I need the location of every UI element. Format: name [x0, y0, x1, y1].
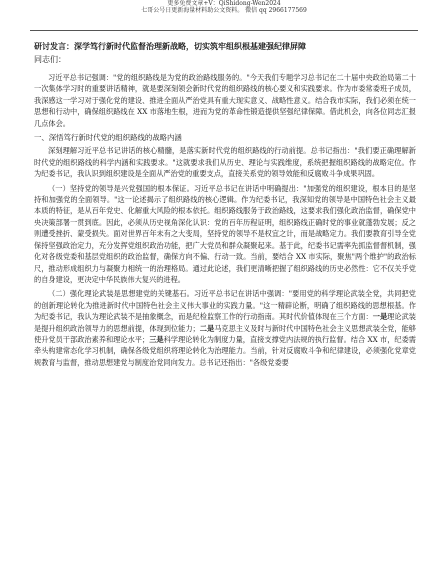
point-3-text: 科学理论转化为制度力量，直接支撑党内法规的执行监督。结合 XX 市，纪委需牵头构建常态化学习机制，确保各级党组织将理论转化为治理能力。当前，针对反腐败斗争和纪律建设，必须强化党章党规教育与监督，推动思想建党与制度治党同向发力。总书记还指出："各级党委要 [34, 334, 416, 367]
subsection-1-paragraph: （一）坚持党的领导是兴党强国的根本保证。习近平总书记在讲话中明确提出："加强党的组织建设，根本目的是坚持和加强党的全面领导。"这一论述揭示了组织路线的核心逻辑。作为纪委书记，我深知党的领导是中国特色社会主义最本质的特征，是从百年党史、化解重大风险的根本依托。组织路线服务于政治路线，这要求我们强化政治监督，确保党中央决策部署一贯到底。因此，必须从历史视角深化认识：党的百年历程证明，组织路线正确时党的事业就蓬勃发展；反之则遭受挫折、蒙受损失。面对世界百年未有之大变局，坚持党的领导不是权宜之计，而是战略定力。我们要教育引导全党保持坚强政治定力，充分发挥党组织政治功能，把广大党员和群众凝聚起来。基于此，纪委书记需率先抓监督督机制，强化对各级党委和基层党组织的政治监督，确保方向不偏、行动一致。当前，要结合 XX 市实际，聚焦"两个维护"的政治标尺，推动形成组织力与凝聚力相统一的治理格局。通过此论述，我们更清晰把握了组织路线的历史必然性：它不仅关乎党的自身建设，更决定中华民族伟大复兴的进程。 [34, 183, 416, 284]
point-3-label: 三是 [149, 334, 164, 344]
intro-paragraph: 习近平总书记强调："党的组织路线是为党的政治路线服务的。"今天我们专题学习总书记在二十届中央政治局第二十一次集体学习时的重要讲话精神，就是要深刻领会新时代党的组织路线的核心要义和实践要求。作为市委常委班子成员，我深感这一学习对于强化党的建设、推进全面从严治党具有重大现实意义、战略性意义。结合我市实际，我们必须在统一思想和行动中，确保组织路线在 XX 市落地生根，进而为党的革命性锻造提供坚强纪律保障。借此机会，向各位同志汇报几点体会。 [34, 73, 416, 128]
header-divider [30, 30, 418, 31]
greeting: 同志们： [34, 55, 66, 64]
document-body [34, 40, 416, 371]
page-header [0, 0, 448, 15]
header-promo-line: 更多免费文章+V：QiShidong-Wen2024 [167, 0, 281, 7]
point-1-text: 理论武装是提升组织政治领导力的思想前提，体现到位能力； [34, 312, 416, 333]
section1-paragraph: 深刻理解习近平总书记讲话的核心精髓，是落实新时代党的组织路线的行动前提。总书记指出："我们要正确理解新时代党的组织路线的科学内涵和实践要求。"这就要求我们从历史、理论与实践维度，系统把握组织路线的战略定位。作为纪委书记，我认识到组织建设是全面从严治党的重要支点，直接关系党的领导效能和反腐败斗争成果巩固。 [34, 146, 416, 179]
point-2-label: 二是 [199, 323, 215, 333]
point-1-label: 一是 [372, 312, 388, 322]
document-title: 研讨发言：深学笃行新时代监督治理新战略，切实筑牢组织根基建强纪律屏障 [34, 41, 306, 51]
point-2-text: 马克思主义及时与新时代中国特色社会主义思想武装全党，能够使升党员干部政治素养和理论水平； [34, 323, 416, 344]
header-contact-line: 七哥公号日更新海量材料助公文资料。 微信 qq 2966177569 [141, 7, 307, 14]
subsection-2-lead: （二）强化理论武装是思想建党的关键基石。习近平总书记在讲话中强调："要用党的科学理论武装全党，共同把党的创新理论转化为推进新时代中国特色社会主义伟大事业的实践力量。"这一精辟论断，明确了组织路线的思想根基。作为纪委书记，我认为理论武装不是抽象概念，而是纪检监察工作的行动指南。其时代价值体现在三个方面： [34, 289, 416, 322]
section-heading-1: 一、深悟笃行新时代党的组织路线的战略内涵 [34, 133, 182, 143]
subsection-2-paragraph [34, 288, 416, 368]
